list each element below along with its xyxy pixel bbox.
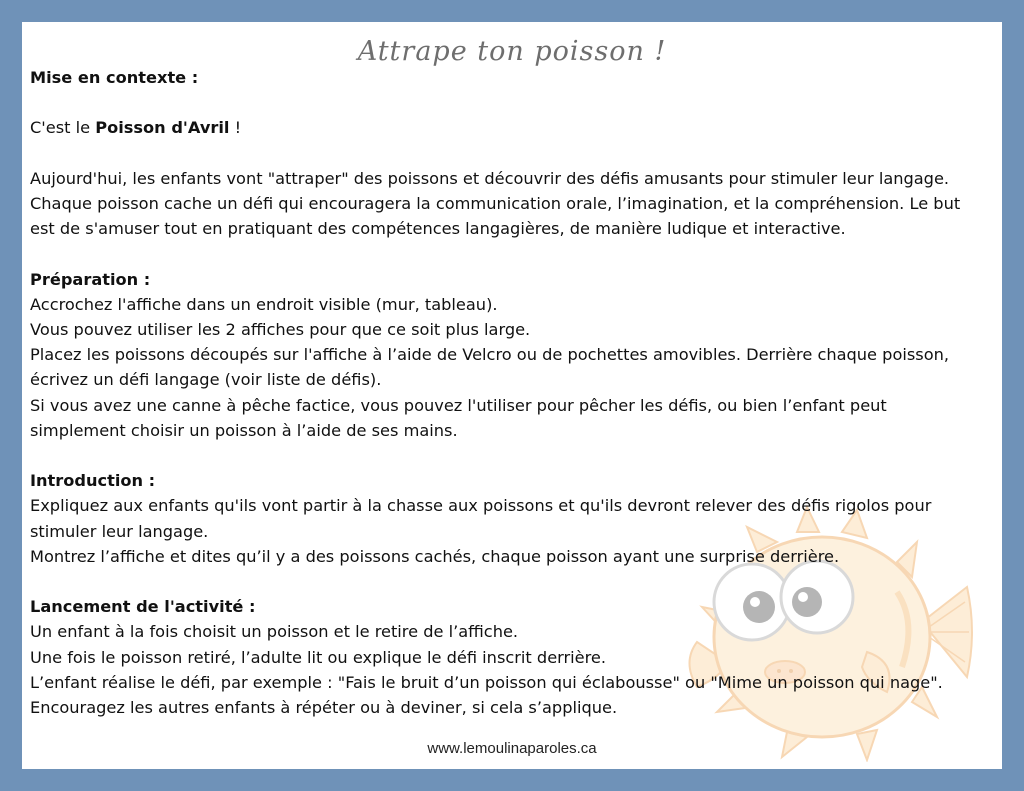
preparation-line: Accrochez l'affiche dans un endroit visible (mur, tableau). xyxy=(30,294,498,314)
intro-suffix: ! xyxy=(229,118,242,138)
launch-line: Encouragez les autres enfants à répéter ou à deviner, si cela s’applique. xyxy=(30,698,618,717)
launch-line: Une fois le poisson retiré, l’adulte lit ou explique le défi inscrit derrière. xyxy=(30,647,607,667)
introduction-line: Expliquez aux enfants qu'ils vont partir à la chasse aux poissons et qu'ils devront relever des défis rigolos pour xyxy=(30,496,932,516)
context-heading: Mise en contexte : xyxy=(30,68,199,87)
page-title: Attrape ton poisson ! xyxy=(357,36,667,67)
intro-line xyxy=(30,115,996,140)
launch-line: L’enfant réalise le défi, par exemple : "Fais le bruit d’un poisson qui éclabousse" ou "Mime un poisson qui nage". xyxy=(30,672,943,692)
preparation-line: simplement choisir un poisson à l’aide de ses mains. xyxy=(30,420,458,440)
context-line: Chaque poisson cache un défi qui encouragera la communication orale, l’imagination, et la compréhension. Le but xyxy=(30,193,961,213)
preparation-line: Vous pouvez utiliser les 2 affiches pour que ce soit plus large. xyxy=(30,319,531,339)
introduction-line: Montrez l’affiche et dites qu’il y a des poissons cachés, chaque poisson ayant une surprise derrière. xyxy=(30,546,840,566)
launch-line: Un enfant à la fois choisit un poisson et le retire de l’affiche. xyxy=(30,622,519,642)
context-line: est de s'amuser tout en pratiquant des compétences langagières, de manière ludique et interactive. xyxy=(30,219,846,239)
activity-instructions xyxy=(30,65,996,720)
intro-bold: Poisson d'Avril xyxy=(95,118,230,138)
preparation-line: Si vous avez une canne à pêche factice, vous pouvez l'utiliser pour pêcher les défis, ou bien l’enfant peut xyxy=(30,395,887,415)
website-footer: www.lemoulinaparoles.ca xyxy=(427,740,597,757)
preparation-heading: Préparation : xyxy=(30,269,151,289)
context-line: Aujourd'hui, les enfants vont "attraper" des poissons et découvrir des défis amusants pour stimuler leur langage. xyxy=(30,168,950,188)
intro-prefix: C'est le xyxy=(30,118,96,138)
introduction-line: stimuler leur langage. xyxy=(30,521,209,541)
launch-heading: Lancement de l'activité : xyxy=(30,597,256,617)
document-page xyxy=(22,22,1002,769)
introduction-heading: Introduction : xyxy=(30,471,156,491)
preparation-line: Placez les poissons découpés sur l'affiche à l’aide de Velcro ou de pochettes amovibles. Derrière chaque poisson, xyxy=(30,345,950,365)
preparation-line: écrivez un défi langage (voir liste de défis). xyxy=(30,370,382,390)
